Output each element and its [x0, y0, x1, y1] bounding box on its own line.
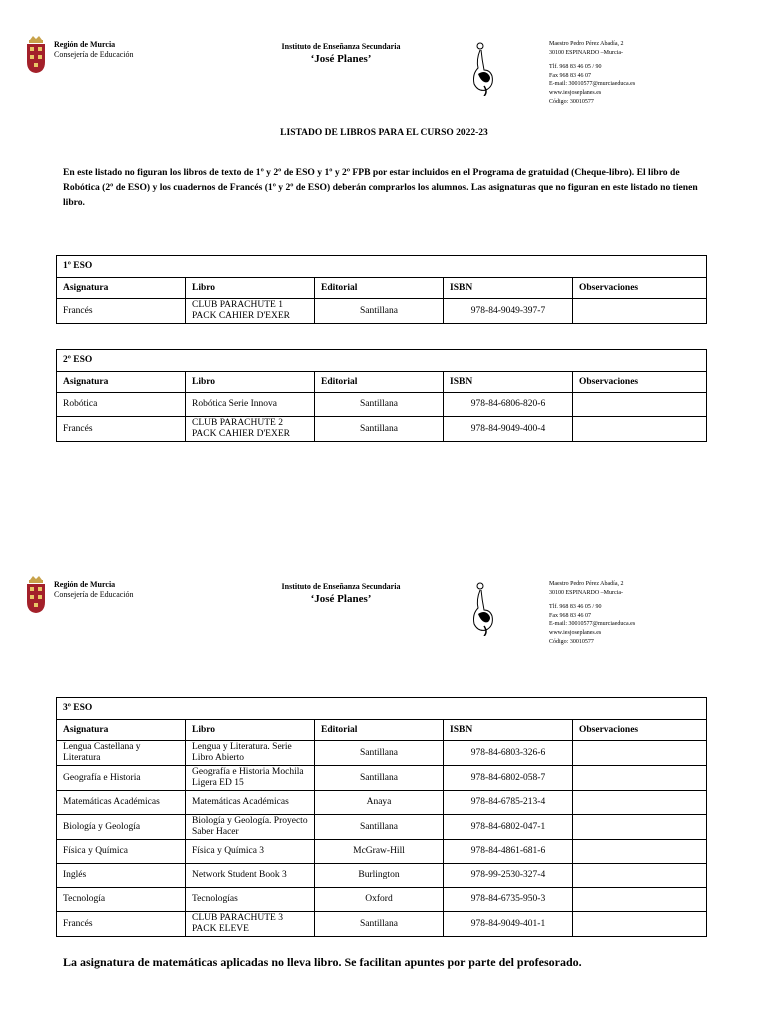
region-crest-icon: [24, 34, 48, 74]
cell-notes: [573, 299, 707, 324]
cell-book: Network Student Book 3: [186, 864, 315, 888]
cell-book: CLUB PARACHUTE 1 PACK CAHIER D'EXER: [186, 299, 315, 324]
address-city: 30100 ESPINARDO –Murcia-: [549, 589, 623, 596]
cell-publisher: McGraw-Hill: [315, 840, 444, 864]
website: www.iesjoseplanes.es: [549, 629, 602, 636]
cell-subject: Francés: [57, 417, 186, 442]
cell-notes: [573, 417, 707, 442]
table-row: [57, 741, 707, 766]
col-header-isbn: ISBN: [444, 278, 573, 299]
address-line: Maestro Pedro Pérez Abadía, 2: [549, 581, 624, 587]
cell-notes: [573, 815, 707, 840]
cell-notes: [573, 888, 707, 912]
region-name: Región de Murcia: [54, 40, 116, 49]
cell-publisher: Santillana: [315, 741, 444, 766]
table-header-row: [57, 372, 707, 393]
table-row: [57, 766, 707, 791]
email: E-mail: 30010577@murciaeduca.es: [549, 621, 636, 628]
cell-book: Tecnologías: [186, 888, 315, 912]
cell-publisher: Santillana: [315, 815, 444, 840]
col-header-subject: Asignatura: [57, 372, 186, 393]
cell-publisher: Oxford: [315, 888, 444, 912]
cell-subject: Física y Química: [57, 840, 186, 864]
cell-subject: Francés: [57, 299, 186, 324]
address-city: 30100 ESPINARDO –Murcia-: [549, 49, 623, 56]
cell-subject: Robótica: [57, 393, 186, 417]
cell-notes: [573, 766, 707, 791]
cell-book: Biología y Geología. Proyecto Saber Hacer: [186, 815, 315, 840]
phone: Tlf. 968 83 46 05 / 90: [549, 604, 602, 611]
institute-name: ‘José Planes’: [310, 593, 372, 605]
cell-publisher: Anaya: [315, 791, 444, 815]
table-row: [57, 912, 707, 937]
institute-block: [258, 582, 424, 606]
table-header-row: [57, 720, 707, 741]
cell-subject: Lengua Castellana y Literatura: [57, 741, 186, 766]
cell-isbn: 978-84-6785-213-4: [444, 791, 573, 815]
institute-name: ‘José Planes’: [310, 53, 372, 65]
cell-isbn: 978-84-6735-950-3: [444, 888, 573, 912]
cell-book: Matemáticas Académicas: [186, 791, 315, 815]
department-name: Consejería de Educación: [54, 590, 134, 599]
col-header-isbn: ISBN: [444, 720, 573, 741]
cell-publisher: Santillana: [315, 766, 444, 791]
cell-isbn: 978-84-4861-681-6: [444, 840, 573, 864]
cell-isbn: 978-84-9049-400-4: [444, 417, 573, 442]
col-header-subject: Asignatura: [57, 720, 186, 741]
table-row: [57, 888, 707, 912]
center-code: Código: 30010577: [549, 98, 594, 105]
cell-publisher: Santillana: [315, 299, 444, 324]
contact-block: [549, 580, 635, 646]
cell-publisher: Santillana: [315, 417, 444, 442]
table-title: 1º ESO: [57, 256, 707, 278]
cell-subject: Geografía e Historia: [57, 766, 186, 791]
cell-notes: [573, 840, 707, 864]
table-header-row: [57, 278, 707, 299]
col-header-isbn: ISBN: [444, 372, 573, 393]
fax: Fax 968 83 46 07: [549, 72, 591, 79]
cell-book: CLUB PARACHUTE 2 PACK CAHIER D'EXER: [186, 417, 315, 442]
cell-notes: [573, 741, 707, 766]
table-title: 3º ESO: [57, 698, 707, 720]
cell-book: CLUB PARACHUTE 3 PACK ELEVE: [186, 912, 315, 937]
cell-subject: Inglés: [57, 864, 186, 888]
document-title: LISTADO DE LIBROS PARA EL CURSO 2022-23: [280, 128, 488, 138]
cell-notes: [573, 864, 707, 888]
table-row: [57, 864, 707, 888]
center-code: Código: 30010577: [549, 638, 594, 645]
cell-notes: [573, 393, 707, 417]
table-row: [57, 840, 707, 864]
page-header: [0, 572, 768, 652]
col-header-notes: Observaciones: [573, 372, 707, 393]
cell-isbn: 978-84-9049-401-1: [444, 912, 573, 937]
cell-isbn: 978-99-2530-327-4: [444, 864, 573, 888]
cell-isbn: 978-84-6802-058-7: [444, 766, 573, 791]
table-row: [57, 393, 707, 417]
address-line: Maestro Pedro Pérez Abadía, 2: [549, 41, 624, 47]
school-logo-icon: [466, 40, 500, 96]
cell-subject: Francés: [57, 912, 186, 937]
cell-notes: [573, 791, 707, 815]
cell-publisher: Santillana: [315, 393, 444, 417]
cell-subject: Biología y Geología: [57, 815, 186, 840]
cell-subject: Matemáticas Académicas: [57, 791, 186, 815]
institute-type: Instituto de Enseñanza Secundaria: [281, 42, 401, 51]
col-header-notes: Observaciones: [573, 720, 707, 741]
region-block: [54, 40, 134, 60]
table-row: [57, 791, 707, 815]
email: E-mail: 30010577@murciaeduca.es: [549, 81, 636, 88]
contact-block: [549, 40, 635, 106]
region-name: Región de Murcia: [54, 580, 116, 589]
cell-book: Lengua y Literatura. Serie Libro Abierto: [186, 741, 315, 766]
institute-type: Instituto de Enseñanza Secundaria: [281, 582, 401, 591]
region-block: [54, 580, 134, 600]
table-row: [57, 815, 707, 840]
table-row: [57, 417, 707, 442]
col-header-subject: Asignatura: [57, 278, 186, 299]
col-header-book: Libro: [186, 372, 315, 393]
cell-book: Robótica Serie Innova: [186, 393, 315, 417]
cell-isbn: 978-84-6803-326-6: [444, 741, 573, 766]
cell-isbn: 978-84-6802-047-1: [444, 815, 573, 840]
col-header-publisher: Editorial: [315, 278, 444, 299]
cell-subject: Tecnología: [57, 888, 186, 912]
col-header-publisher: Editorial: [315, 372, 444, 393]
region-crest-icon: [24, 574, 48, 614]
cell-book: Geografía e Historia Mochila Ligera ED 15: [186, 766, 315, 791]
table-row: [57, 299, 707, 324]
department-name: Consejería de Educación: [54, 50, 134, 59]
cell-publisher: Burlington: [315, 864, 444, 888]
page-header: [0, 32, 768, 112]
school-logo-icon: [466, 580, 500, 636]
phone: Tlf. 968 83 46 05 / 90: [549, 64, 602, 71]
footer-note: La asignatura de matemáticas aplicadas no lleva libro. Se facilitan apuntes por parte del profesorado.: [63, 955, 582, 969]
books-table-3eso: [56, 697, 707, 937]
col-header-book: Libro: [186, 278, 315, 299]
cell-isbn: 978-84-9049-397-7: [444, 299, 573, 324]
col-header-notes: Observaciones: [573, 278, 707, 299]
table-title: 2º ESO: [57, 350, 707, 372]
fax: Fax 968 83 46 07: [549, 612, 591, 619]
cell-notes: [573, 912, 707, 937]
cell-isbn: 978-84-6806-820-6: [444, 393, 573, 417]
col-header-publisher: Editorial: [315, 720, 444, 741]
intro-paragraph: En este listado no figuran los libros de texto de 1º y 2º de ESO y 1º y 2º FPB por estar incluidos en el Programa de gratuidad (Cheque-libro). El libro de Robótica (2º de ESO) y los cuadernos de Francés (1º y 2º de ESO) deberán comprarlos los alumnos. Las asignaturas que no figuran en este listado no tienen libro.: [63, 167, 698, 208]
institute-block: [258, 42, 424, 66]
website: www.iesjoseplanes.es: [549, 89, 602, 96]
col-header-book: Libro: [186, 720, 315, 741]
books-table-1eso: [56, 255, 707, 324]
cell-book: Física y Química 3: [186, 840, 315, 864]
cell-publisher: Santillana: [315, 912, 444, 937]
books-table-2eso: [56, 349, 707, 442]
